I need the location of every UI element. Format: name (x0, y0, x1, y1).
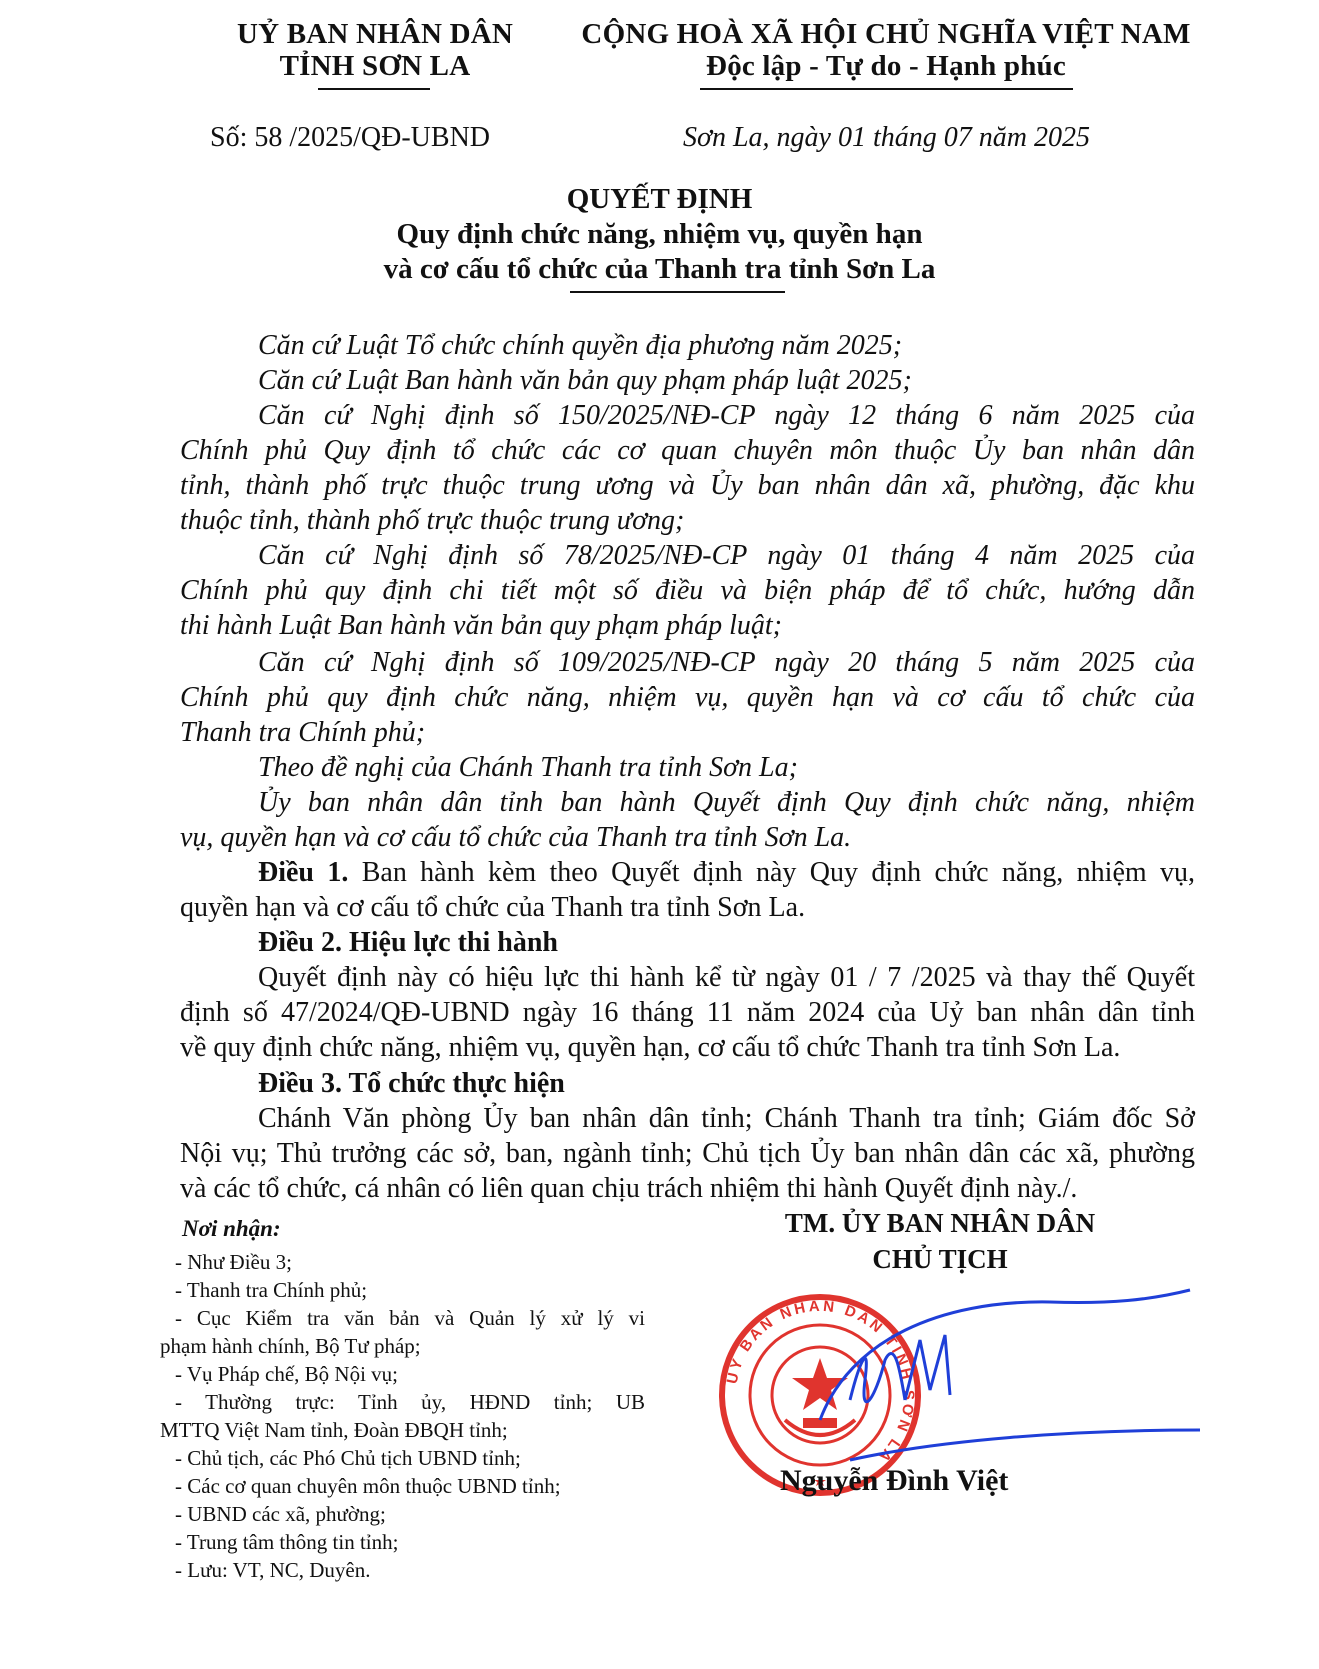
article1-line1 (258, 857, 1195, 889)
recipient-line: - Thường trực: Tỉnh ủy, HĐND tỉnh; UB (175, 1390, 645, 1414)
article3-line: và các tổ chức, cá nhân có liên quan chịu trách nhiệm thi hành Quyết định này./. (180, 1173, 1078, 1204)
article3-heading: Điều 3. Tổ chức thực hiện (258, 1068, 565, 1099)
recipient-line: - Chủ tịch, các Phó Chủ tịch UBND tỉnh; (175, 1446, 521, 1470)
preamble-line: Thanh tra Chính phủ; (180, 717, 426, 748)
nation-motto: Độc lập - Tự do - Hạnh phúc (706, 50, 1066, 82)
article1-line2: quyền hạn và cơ cấu tổ chức của Thanh tra tỉnh Sơn La. (180, 892, 806, 923)
article2-line: Quyết định này có hiệu lực thi hành kể từ ngày 01 / 7 /2025 và thay thế Quyết (258, 962, 1195, 993)
recipient-line: - Như Điều 3; (175, 1250, 292, 1274)
nation-title: CỘNG HOÀ XÃ HỘI CHỦ NGHĨA VIỆT NAM (581, 18, 1191, 50)
preamble-line: Chính phủ quy định chi tiết một số điều và biện pháp để tổ chức, hướng dẫn (180, 575, 1195, 606)
recipient-line: phạm hành chính, Bộ Tư pháp; (160, 1334, 421, 1358)
article2-line: định số 47/2024/QĐ-UBND ngày 16 tháng 11 năm 2024 của Uỷ ban nhân dân tỉnh (180, 997, 1195, 1028)
handwritten-signature (790, 1280, 1210, 1480)
preamble-line: thi hành Luật Ban hành văn bản quy phạm pháp luật; (180, 610, 782, 641)
article1-text: Ban hành kèm theo Quyết định này Quy định chức năng, nhiệm vụ, (361, 857, 1196, 888)
article2-heading: Điều 2. Hiệu lực thi hành (258, 927, 558, 958)
preamble-line: Căn cứ Nghị định số 78/2025/NĐ-CP ngày 01 tháng 4 năm 2025 của (258, 540, 1195, 571)
preamble-line: Căn cứ Nghị định số 150/2025/NĐ-CP ngày 12 tháng 6 năm 2025 của (258, 400, 1195, 431)
preamble-line: thuộc tỉnh, thành phố trực thuộc trung ương; (180, 505, 685, 536)
signer-name: Nguyễn Đình Việt (780, 1464, 1009, 1497)
signature-authority: TM. ỦY BAN NHÂN DÂN (784, 1208, 1096, 1238)
issuer-line1: UỶ BAN NHÂN DÂN (236, 18, 514, 50)
doc-subject-line1: Quy định chức năng, nhiệm vụ, quyền hạn (396, 218, 923, 250)
article3-line: Nội vụ; Thủ trưởng các sở, ban, ngành tỉnh; Chủ tịch Ủy ban nhân dân các xã, phường (180, 1138, 1195, 1169)
recipient-line: - Lưu: VT, NC, Duyên. (175, 1558, 371, 1582)
recipients-heading: Nơi nhận: (182, 1216, 281, 1241)
preamble-line: Chính phủ Quy định tổ chức các cơ quan chuyên môn thuộc Ủy ban nhân dân (180, 435, 1195, 466)
issuer-underline (318, 88, 430, 90)
preamble-line: Theo đề nghị của Chánh Thanh tra tỉnh Sơn La; (258, 752, 798, 783)
recipient-line: - Trung tâm thông tin tỉnh; (175, 1530, 399, 1554)
seal-text: ỦY BAN NHÂN DÂN TỈNH SƠN LA (723, 1297, 918, 1467)
doc-type: QUYẾT ĐỊNH (566, 183, 753, 215)
doc-subject-line2: và cơ cấu tổ chức của Thanh tra tỉnh Sơn La (383, 253, 936, 285)
recipient-line: - Thanh tra Chính phủ; (175, 1278, 368, 1302)
title-underline (570, 291, 785, 293)
preamble-line: Căn cứ Nghị định số 109/2025/NĐ-CP ngày 20 tháng 5 năm 2025 của (258, 647, 1195, 678)
article1-label: Điều 1. (258, 857, 349, 888)
recipient-line: - Vụ Pháp chế, Bộ Nội vụ; (175, 1362, 399, 1386)
article2-line: về quy định chức năng, nhiệm vụ, quyền hạn, cơ cấu tổ chức Thanh tra tỉnh Sơn La. (180, 1032, 1121, 1063)
preamble-line: Ủy ban nhân dân tỉnh ban hành Quyết định Quy định chức năng, nhiệm (258, 787, 1195, 818)
place-date: Sơn La, ngày 01 tháng 07 năm 2025 (683, 122, 1090, 153)
preamble-line: Căn cứ Luật Ban hành văn bản quy phạm pháp luật 2025; (258, 365, 912, 396)
motto-underline (700, 88, 1073, 90)
doc-number: Số: 58 /2025/QĐ-UBND (210, 122, 491, 153)
recipient-line: - Cục Kiểm tra văn bản và Quản lý xử lý vi (175, 1306, 645, 1330)
preamble-line: tỉnh, thành phố trực thuộc trung ương và Ủy ban nhân dân xã, phường, đặc khu (180, 470, 1195, 501)
preamble-line: Chính phủ quy định chức năng, nhiệm vụ, quyền hạn và cơ cấu tổ chức của (180, 682, 1195, 713)
preamble-line: Căn cứ Luật Tổ chức chính quyền địa phương năm 2025; (258, 330, 903, 361)
recipient-line: - Các cơ quan chuyên môn thuộc UBND tỉnh; (175, 1474, 561, 1498)
signature-title: CHỦ TỊCH (872, 1244, 1008, 1274)
recipient-line: - UBND các xã, phường; (175, 1502, 386, 1526)
issuer-line2: TỈNH SƠN LA (279, 50, 471, 82)
recipient-line: MTTQ Việt Nam tỉnh, Đoàn ĐBQH tỉnh; (160, 1418, 508, 1442)
preamble-line: vụ, quyền hạn và cơ cấu tổ chức của Thanh tra tỉnh Sơn La. (180, 822, 852, 853)
article3-line: Chánh Văn phòng Ủy ban nhân dân tỉnh; Chánh Thanh tra tỉnh; Giám đốc Sở (258, 1103, 1195, 1134)
